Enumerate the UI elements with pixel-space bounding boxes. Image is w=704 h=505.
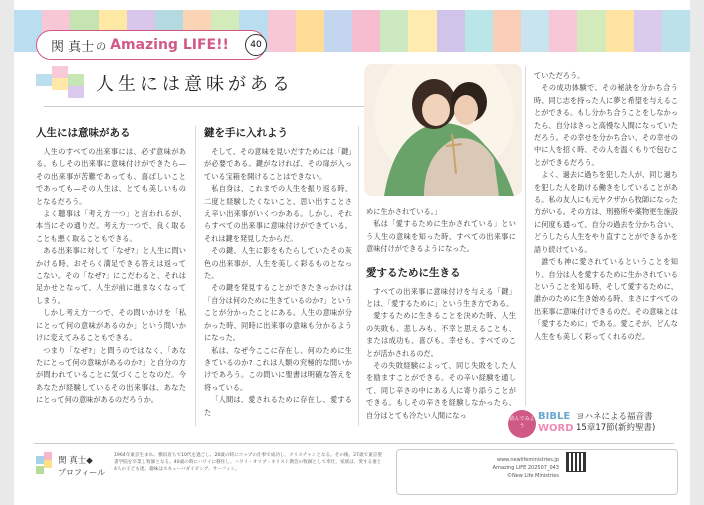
issue-number: 40 <box>245 34 267 56</box>
stripe <box>296 10 324 52</box>
col4-paragraph: よく、過去に過ちを犯した人が、同じ過ちを犯した人を助ける働きをしていることがある。私の友人にも元ヤクザから牧師になった方がいる。その方は、刑務所や薬物更生施設に何度も通って、自分の過去を分かち合い、どうしたら人生をやり直すことができるかを語り続けている。 <box>534 170 678 254</box>
profile-block <box>36 452 108 488</box>
column-divider <box>195 126 196 426</box>
col1-paragraph: 人生のすべての出来事には、必ず意味がある。もしその出来事に意味付けができたら—その出来事が苦難であっても、喜ばしいことであっても—その人生は、とても美しいものとなるだろう。 <box>36 147 186 206</box>
title-rule <box>44 106 364 107</box>
col4-paragraph: 誰でも神に愛されているということを知り、自分は人を愛するために生かされているということを知る時、そして愛するために、誰かのために生き始める時、まさにすべての出来事に意味付けできるのだ。その意味とは「愛するために」である。愛こそが、どんな人生をも美しく彩ってくれるのだ。 <box>534 257 678 341</box>
site-url[interactable]: www.newlifeministries.jp <box>496 457 559 463</box>
author-name: 関 真士 <box>51 39 95 55</box>
column-1 <box>36 126 186 407</box>
col4-paragraph: その成功体験で、その秘訣を分かち合う時、同じ志を持った人に夢と希望を与えることができる。もし分かち合うことをしなかったら、自分はきっと高慢な人間になっていただろう。その幸せを分かち合い、その幸せの中に人を招く時、その人を温くもりで包むことができるだろう。 <box>534 83 678 167</box>
copyright: ©New Life Ministries <box>506 473 559 479</box>
verse-reference <box>576 412 655 434</box>
stripe <box>465 10 493 52</box>
stripe <box>437 10 465 52</box>
stripe <box>493 10 521 52</box>
column-divider <box>358 126 359 426</box>
author-bio: 1964年東京生まれ。横浜育ちで10代を過ごし、20歳の時にコップの仕事で成功し、クリスチャンとなる。その後、27歳で東京聖書学院を卒業し牧師となる。40歳の時にハワイに移住し、ハワイ・オリブ・キリスト教会の牧師として奉仕。家族は、愛する妻と4人の子ども達。趣味はスキューバダイビング、サーフィン。 <box>114 453 382 472</box>
verse-reference-line: ヨハネによる福音書 <box>576 412 653 422</box>
verse-reference-line: 15章17節(新約聖書) <box>576 423 656 433</box>
stripe <box>408 10 436 52</box>
column-divider <box>525 66 526 406</box>
col2-paragraph: 私は、なぜ今ここに存在し、何のために生きているのか? これは人類の究極的な問いかけであろう。この問いに聖書は明確な答えを将っている。 <box>204 345 352 392</box>
col2-paragraph: そして、その意味を見いだすためには「鍵」が必要である。鍵がなければ、その扉が入っている宝箱を開けることはできない。 <box>204 147 352 181</box>
profile-label-2: プロフィール <box>58 468 106 477</box>
title-color-blocks <box>36 66 96 106</box>
stripe <box>268 10 296 52</box>
illustration-embrace <box>364 64 522 196</box>
col3-paragraph: 愛するために生きることを決めた時、人生の失敗も、悲しみも、不幸と思えることも、または成功も、喜びも、幸せも、すべてのことが活かされるのだ。 <box>366 311 516 358</box>
magazine-page <box>14 0 690 505</box>
col1-paragraph: ある出来事に対して「なぜ?」と人生に問いかける時、おそらく満足できる答えは返ってこない。その「なぜ?」にこだわると、それは足かせとなって、人生が前に進まなくなってしまう。 <box>36 246 186 305</box>
issue-code: Amazing LIFE 202507_043 <box>492 465 559 471</box>
stripe <box>634 10 662 52</box>
stripe <box>352 10 380 52</box>
col2-heading: 鍵を手に入れよう <box>204 127 288 139</box>
stripe <box>606 10 634 52</box>
stripe <box>324 10 352 52</box>
col2-paragraph: 「人間は、愛されるために存在し、愛するた <box>204 395 352 417</box>
col3-heading: 愛するために生きる <box>366 266 461 279</box>
col3-paragraph: その失敗経験によって、同じ失敗をした人を励ますことができる。その辛い経験を通して、同じ辛さの中にある人に寄り添うことができる。もしその辛さを経験しなかったら、自分はとても冷たい人間になっ <box>366 361 516 420</box>
stripe <box>577 10 605 52</box>
col1-paragraph: つまり「なぜ?」と問うのではなく、「あなたにとって何の意味があるのか?」と自分の方が問われていることに気づくことなのだ。今あなたが経験しているその出来事は、あなたにとって何の意味があるのだろうか。 <box>36 345 186 405</box>
author-particle: の <box>96 41 107 53</box>
col1-paragraph: しかし考え方一つで、その問いかけを「私にとって何の意味があるのか」という問いかけに変えてみることもできる。 <box>36 308 186 343</box>
qr-code-icon[interactable] <box>566 452 586 472</box>
profile-label: 関 真士◆ <box>58 456 93 466</box>
series-title: Amazing LIFE!! <box>110 37 229 53</box>
bible-logo: BIBLE <box>538 411 571 422</box>
col3-paragraph: すべての出来事に意味付けを与える「鍵」とは、「愛するために」という生き方である。 <box>366 286 516 309</box>
col2-paragraph: 私自身は、これまでの人生を振り返る時、二度と経験したくないこと、思い出すことさえ辛い出来事がいくつかある。しかし、それらすべての出来事に意味付けができている。それは鍵を発見したからだ。 <box>204 184 352 243</box>
column-2 <box>204 126 352 419</box>
footer-rule <box>34 443 674 444</box>
stripe <box>662 10 690 52</box>
stripe <box>549 10 577 52</box>
col1-paragraph: よく聴事は「考え方一つ」と言われるが、本当にその通りだ。考え方一つで、良く取ることも悪く取ることもできる。 <box>36 209 186 243</box>
series-header <box>36 30 266 60</box>
site-info <box>464 456 559 480</box>
col2-paragraph: その鍵を発見することができたきっかけは「自分は何のために生きているのか?」ということが分かったことにある。人生の意味が分かった時、同時に出来事の意味も分かるようになった。 <box>204 283 352 343</box>
bible-word-box <box>508 410 678 446</box>
stripe <box>521 10 549 52</box>
col1-heading: 人生には意味がある <box>36 127 131 139</box>
article-title: 人生には意味がある <box>96 74 294 95</box>
col3-paragraph: 私は「愛するために生かされている」という人生の意味を知った時、すべての出来事に意味付けができるようになった。 <box>366 219 516 254</box>
bible-word-badge: 読んでみよう <box>508 410 536 438</box>
col3-paragraph: めに生かされている。」 <box>366 207 442 216</box>
col2-paragraph: その鍵、人生に影をもたらしていたその灰色の出来事が、人生を美しく彩るものとなった。 <box>204 246 352 281</box>
stripe <box>380 10 408 52</box>
column-4 <box>534 70 678 343</box>
column-3 <box>366 206 516 422</box>
col4-paragraph: ていただろう。 <box>534 71 585 80</box>
word-logo: WORD <box>538 423 574 434</box>
embrace-illustration <box>364 64 522 196</box>
